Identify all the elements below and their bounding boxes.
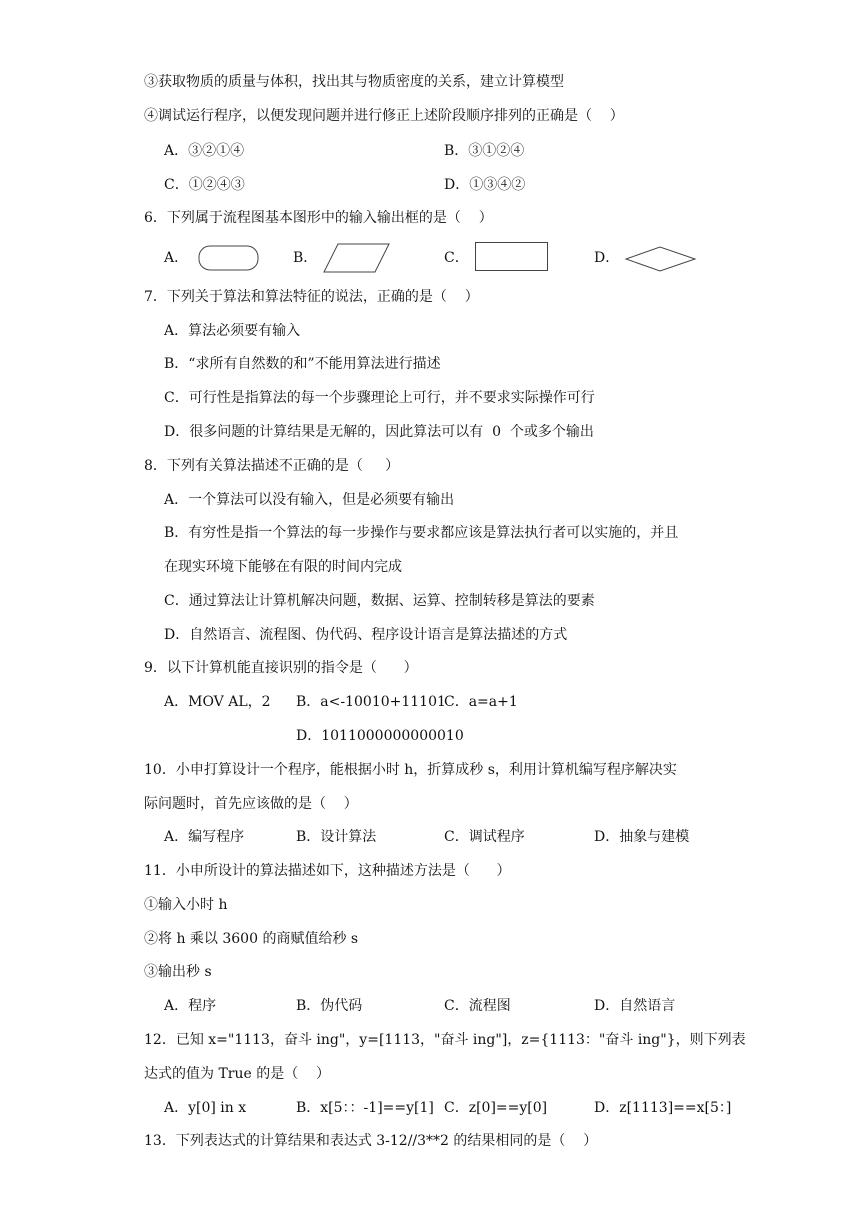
option-b: B．a<-10010+11101 [296,694,446,710]
option-a: A．编写程序 [164,829,245,845]
option-a: A．③②①④ [164,143,245,159]
option-d: D．自然语言、流程图、伪代码、程序设计语言是算法描述的方式 [164,627,568,643]
option-b: B． [293,250,318,266]
option-c: C．①②④③ [164,177,245,193]
option-c: C． [444,250,469,266]
question-stem: 6．下列属于流程图基本图形中的输入输出框的是（ ） [144,210,493,226]
algorithm-step: ③输出秒 s [144,964,212,980]
option-d: D．抽象与建模 [594,829,690,845]
question-stem: 11．小申所设计的算法描述如下，这种描述方法是（ ） [144,863,511,879]
option-b: B．③①②④ [444,143,525,159]
option-a: A．一个算法可以没有输入，但是必须要有输出 [164,492,455,508]
question-stem: 10．小申打算设计一个程序，能根据小时 h，折算成秒 s，利用计算机编写程序解决实 [144,762,677,778]
algorithm-step: ①输入小时 h [144,897,228,913]
option-d: D．很多问题的计算结果是无解的，因此算法可以有 0 个或多个输出 [164,424,594,440]
option-d: D． [594,250,620,266]
option-b: B．“求所有自然数的和”不能用算法进行描述 [164,356,441,372]
option-a: A．程序 [164,998,217,1014]
question-stem: 7．下列关于算法和算法特征的说法，正确的是（ ） [144,289,479,305]
question-stem: 8．下列有关算法描述不正确的是（ ） [144,458,400,474]
option-b: B．设计算法 [296,829,377,845]
option-c: C．可行性是指算法的每一个步骤理论上可行，并不要求实际操作可行 [164,390,595,406]
option-d: D．z[1113]==x[5：] [594,1100,732,1116]
option-b: B．伪代码 [296,998,363,1014]
option-c: C．调试程序 [444,829,525,845]
question-stem-continued: 达式的值为 True 的是（ ） [144,1066,331,1082]
option-b: B．有穷性是指一个算法的每一步操作与要求都应该是算法执行者可以实施的，并且 [164,525,679,541]
option-a: A． [164,250,189,266]
rectangle-shape-icon [474,241,550,273]
question-line: ③获取物质的质量与体积，找出其与物质密度的关系，建立计算模型 [144,74,564,90]
option-d: D．自然语言 [594,998,676,1014]
option-c: C．z[0]==y[0] [444,1100,548,1116]
option-c: C．流程图 [444,998,511,1014]
question-stem-continued: 际问题时，首先应该做的是（ ） [144,796,358,812]
option-d: D．1011000000000010 [296,728,464,744]
question-stem: 12．已知 x="1113，奋斗 ing"，y=[1113，"奋斗 ing"]，z={1113："奋斗 ing"}，则下列表 [144,1032,746,1048]
option-c: C．a=a+1 [444,694,518,710]
option-d: D．①③④② [444,177,526,193]
question-stem: 13．下列表达式的计算结果和表达式 3-12//3**2 的结果相同的是（ ） [144,1133,598,1149]
option-c: C．通过算法让计算机解决问题，数据、运算、控制转移是算法的要素 [164,593,595,609]
option-a: A．算法必须要有输入 [164,323,301,339]
parallelogram-shape-icon [322,242,392,274]
option-b-continued: 在现实环境下能够在有限的时间内完成 [164,559,402,575]
option-a: A．MOV AL，2 [164,694,271,710]
question-stem: 9．以下计算机能直接识别的指令是（ ） [144,660,418,676]
diamond-shape-icon [624,245,698,273]
question-line: ④调试运行程序，以便发现问题并进行修正上述阶段顺序排列的正确是（ ） [144,108,624,124]
terminal-shape-icon [198,244,260,272]
option-a: A．y[0] in x [164,1100,247,1116]
option-b: B．x[5：：-1]==y[1] [296,1100,434,1116]
algorithm-step: ②将 h 乘以 3600 的商赋值给秒 s [144,931,359,947]
